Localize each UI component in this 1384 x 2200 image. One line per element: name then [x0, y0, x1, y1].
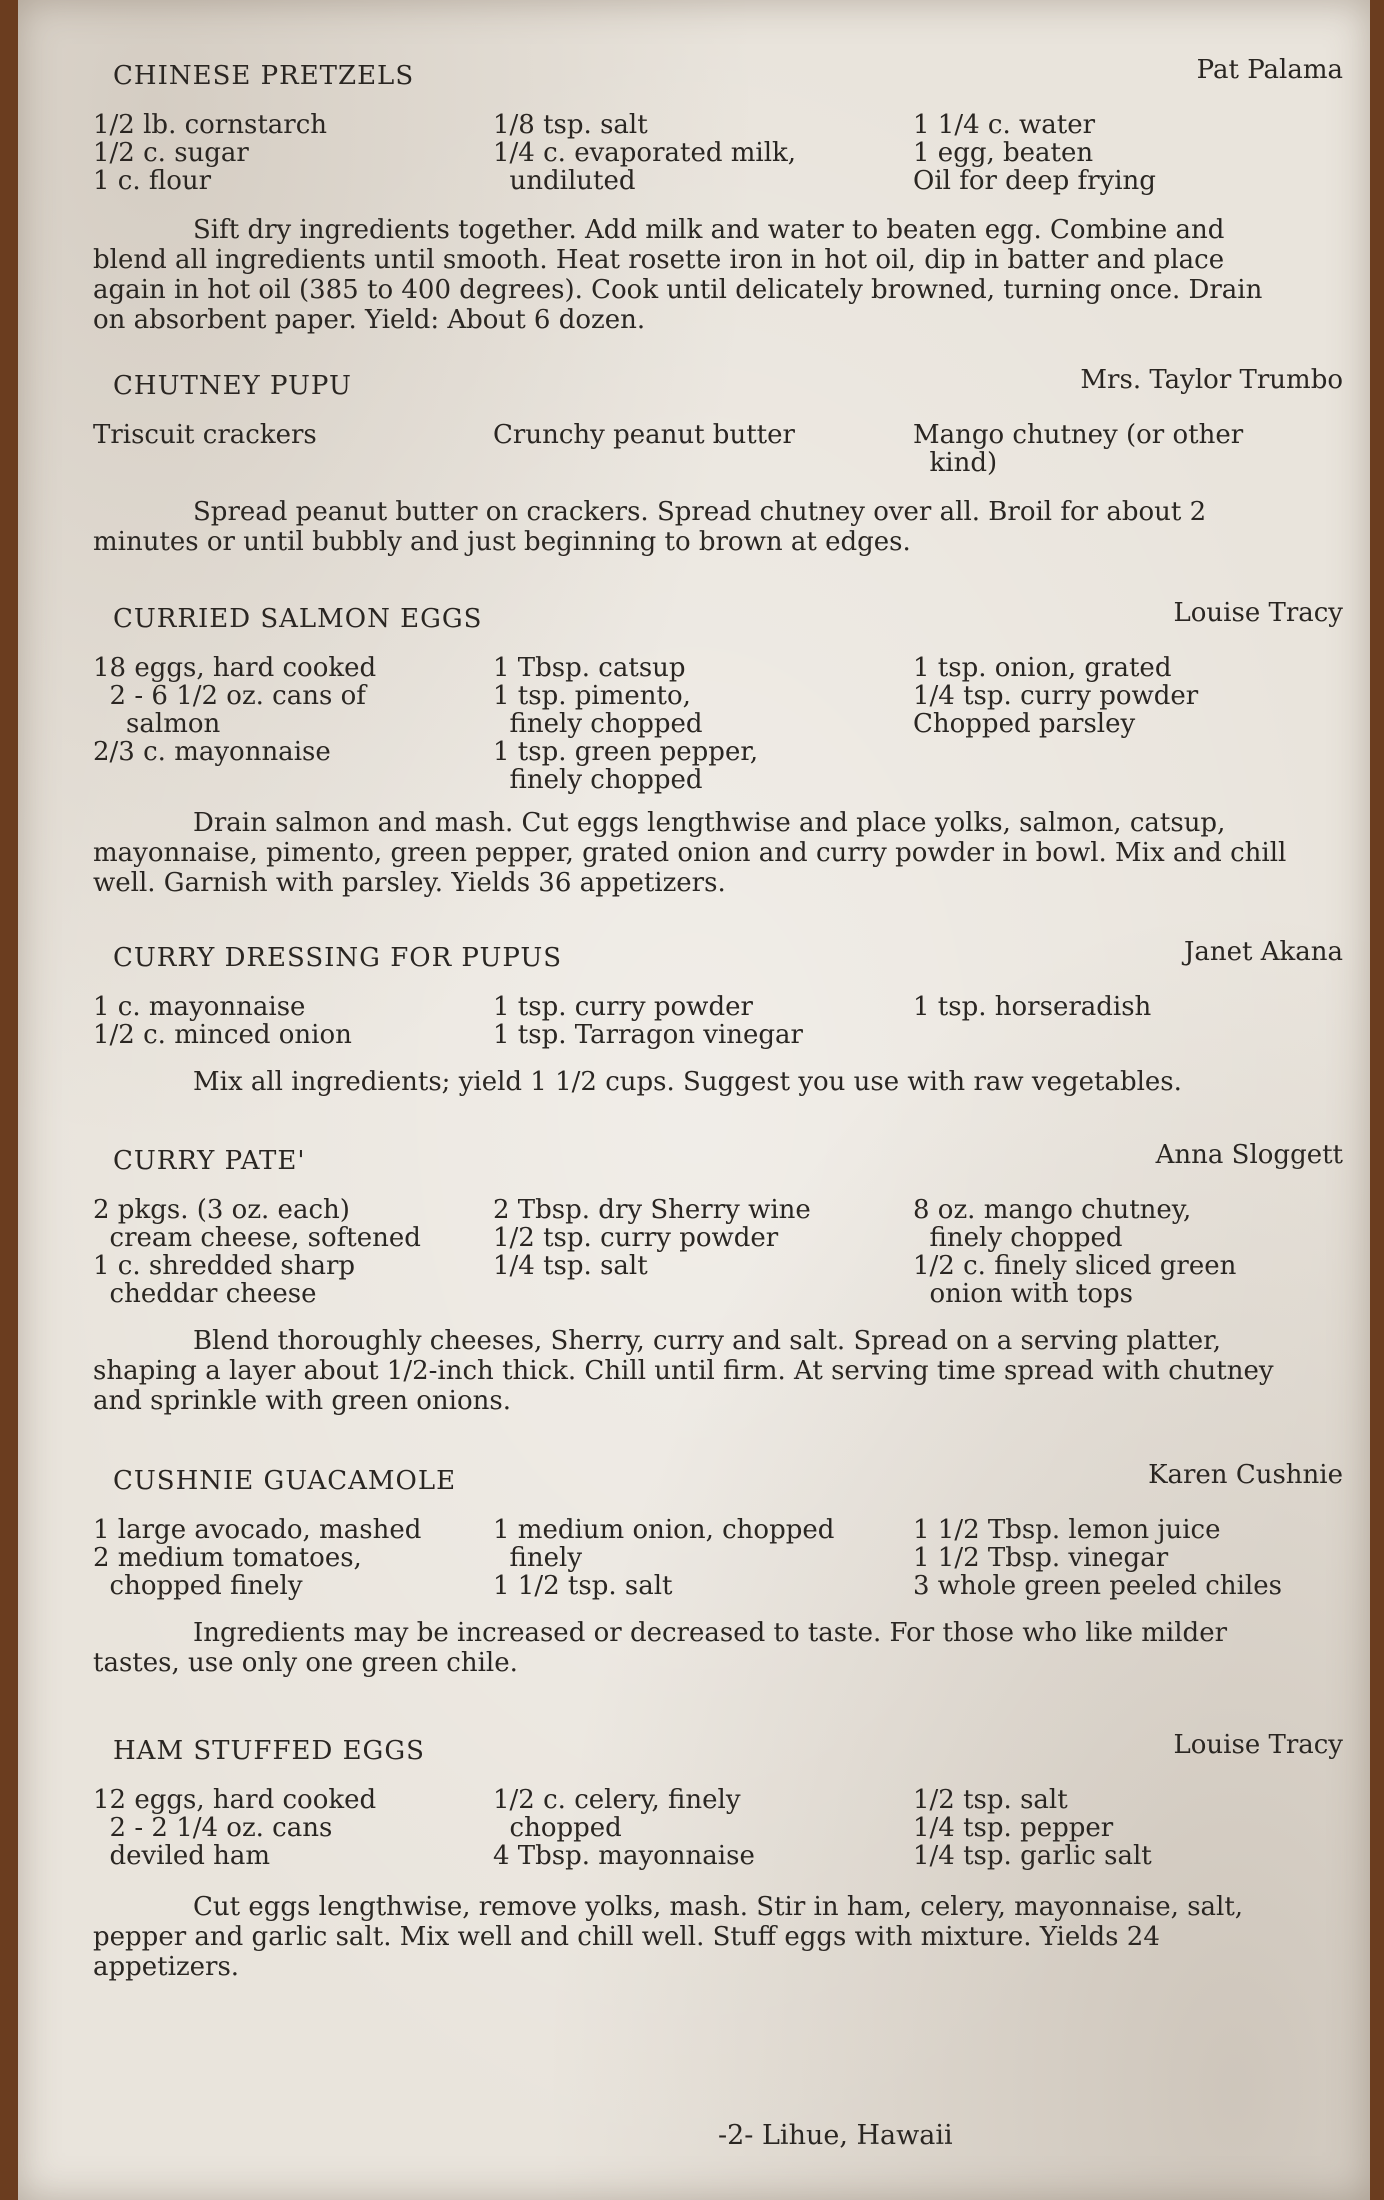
ingredients-column-2: 1 medium onion, chopped finely 1 1/2 tsp. salt [493, 1515, 835, 1601]
ingredients-column-2: 1/8 tsp. salt 1/4 c. evaporated milk, undiluted [493, 110, 797, 196]
ingredients-column-1: 1 large avocado, mashed 2 medium tomatoes, chopped finely [93, 1515, 422, 1601]
recipe-author: Mrs. Taylor Trumbo [1080, 365, 1343, 395]
recipe-author: Anna Sloggett [1155, 1140, 1343, 1170]
ingredients-column-3: 1 tsp. onion, grated 1/4 tsp. curry powder Chopped parsley [913, 653, 1199, 739]
recipe-cushnie-guacamole [93, 1460, 1343, 1678]
recipe-directions: Cut eggs lengthwise, remove yolks, mash. Stir in ham, celery, mayonnaise, salt, pepper and garlic salt. Mix well and chill well. Stuff eggs with mixture. Yields 24 appetizers. [93, 1892, 1244, 1982]
recipe-ham-stuffed-eggs [93, 1730, 1343, 1982]
recipe-title: CUSHNIE GUACAMOLE [113, 1466, 457, 1496]
ingredients-column-3: 1 tsp. horseradish [913, 992, 1152, 1022]
ingredients-column-1: 1/2 lb. cornstarch 1/2 c. sugar 1 c. flour [93, 110, 328, 196]
ingredients-column-2: 1/2 c. celery, finely chopped 4 Tbsp. mayonnaise [493, 1785, 755, 1871]
recipe-title: CHUTNEY PUPU [113, 371, 352, 401]
recipe-chutney-pupu [93, 365, 1343, 557]
ingredients-column-3: 1 1/4 c. water 1 egg, beaten Oil for deep frying [913, 110, 1156, 196]
recipe-title: CURRY DRESSING FOR PUPUS [113, 943, 563, 973]
recipe-author: Karen Cushnie [1148, 1460, 1343, 1490]
recipe-title: CURRY PATE' [113, 1146, 306, 1176]
recipe-directions: Mix all ingredients; yield 1 1/2 cups. Suggest you use with raw vegetables. [193, 1067, 1182, 1097]
recipe-directions: Ingredients may be increased or decreased to taste. For those who like milder tastes, use only one green chile. [93, 1618, 1228, 1678]
ingredients-column-2: 2 Tbsp. dry Sherry wine 1/2 tsp. curry powder 1/4 tsp. salt [493, 1195, 811, 1281]
ingredients-column-1: 12 eggs, hard cooked 2 - 2 1/4 oz. cans deviled ham [93, 1785, 377, 1871]
recipe-curry-dressing [93, 937, 1343, 1097]
recipe-page [18, 0, 1370, 2200]
recipe-curry-pate [93, 1140, 1343, 1416]
recipe-title: CURRIED SALMON EGGS [113, 604, 483, 634]
ingredients-column-3: Mango chutney (or other kind) [913, 420, 1244, 478]
recipe-directions: Spread peanut butter on crackers. Spread chutney over all. Broil for about 2 minutes or until bubbly and just beginning to brown at edges. [93, 497, 1207, 557]
recipe-directions: Blend thoroughly cheeses, Sherry, curry and salt. Spread on a serving platter, shaping a layer about 1/2-inch thick. Chill until firm. At serving time spread with chutney and sprinkle with green onions. [93, 1326, 1274, 1416]
recipe-author: Louise Tracy [1173, 598, 1343, 628]
ingredients-column-3: 1/2 tsp. salt 1/4 tsp. pepper 1/4 tsp. garlic salt [913, 1785, 1152, 1871]
recipe-directions: Drain salmon and mash. Cut eggs lengthwise and place yolks, salmon, catsup, mayonnaise, pimento, green pepper, grated onion and curry powder in bowl. Mix and chill well. Garnish with parsley. Yields 36 appetizers. [93, 808, 1287, 898]
ingredients-column-2: 1 Tbsp. catsup 1 tsp. pimento, finely chopped 1 tsp. green pepper, finely chopped [493, 653, 759, 795]
ingredients-column-2: Crunchy peanut butter [493, 420, 795, 450]
recipe-author: Janet Akana [1183, 937, 1343, 967]
recipe-author: Pat Palama [1196, 55, 1343, 85]
ingredients-column-1: 18 eggs, hard cooked 2 - 6 1/2 oz. cans of salmon 2/3 c. mayonnaise [93, 653, 377, 767]
recipe-author: Louise Tracy [1173, 1730, 1343, 1760]
ingredients-column-3: 1 1/2 Tbsp. lemon juice 1 1/2 Tbsp. vinegar 3 whole green peeled chiles [913, 1515, 1282, 1601]
recipe-curried-salmon-eggs [93, 598, 1343, 898]
recipe-directions: Sift dry ingredients together. Add milk and water to beaten egg. Combine and blend all ingredients until smooth. Heat rosette iron in hot oil, dip in batter and place again in hot oil (385 to 400 degrees). Cook until delicately browned, turning once. Drain on absorbent paper. Yield: About 6 dozen. [93, 215, 1263, 335]
page-footer: -2- Lihue, Hawaii [718, 2120, 953, 2151]
ingredients-column-2: 1 tsp. curry powder 1 tsp. Tarragon vinegar [493, 992, 803, 1050]
ingredients-column-3: 8 oz. mango chutney, finely chopped 1/2 c. finely sliced green onion with tops [913, 1195, 1237, 1309]
ingredients-column-1: Triscuit crackers [93, 420, 317, 450]
recipe-title: CHINESE PRETZELS [113, 61, 415, 91]
recipe-title: HAM STUFFED EGGS [113, 1736, 425, 1766]
recipe-chinese-pretzels [93, 55, 1343, 335]
ingredients-column-1: 2 pkgs. (3 oz. each) cream cheese, softened 1 c. shredded sharp cheddar cheese [93, 1195, 421, 1309]
ingredients-column-1: 1 c. mayonnaise 1/2 c. minced onion [93, 992, 352, 1050]
